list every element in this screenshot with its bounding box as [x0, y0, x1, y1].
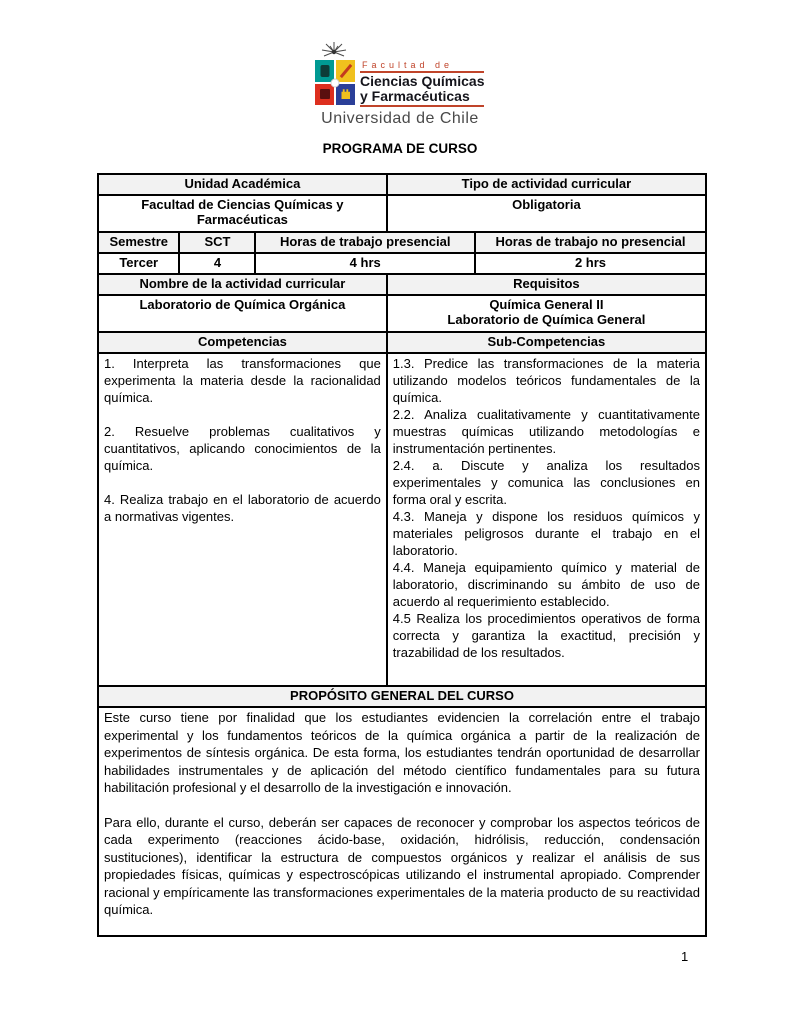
table-row: [98, 353, 706, 686]
table-row: [98, 274, 706, 295]
shield-quadrant-red: [315, 84, 334, 106]
horas-no-presencial-header: Horas de trabajo no presencial: [475, 232, 706, 253]
proposito-paragraph: Este curso tiene por finalidad que los estudiantes evidencien la correlación entre el trabajo experimental y los fundamentos teóricos de la química orgánica a partir de la realización de experimentos de síntesis orgánica. De esta forma, los estudiantes tendrán oportunidad de desarrollar habilidades instrumentales y de aplicación del método científico fundamentales para su futura habilitación profesional y el desarrollo de la investigación e innovación.: [104, 710, 700, 795]
table-row: [98, 707, 706, 936]
sub-competencia-item: 2.2. Analiza cualitativamente y cuantitativamente muestras químicas utilizando metodologías e instrumentación pertinentes.: [392, 407, 700, 456]
shield-quadrant-yellow: [336, 60, 355, 82]
semestre-value: Tercer: [98, 253, 179, 274]
semestre-header: Semestre: [98, 232, 179, 253]
logo-rule-bottom: [360, 105, 484, 107]
faculty-prefix-label: Facultad de: [362, 60, 454, 70]
sct-value: 4: [179, 253, 255, 274]
horas-presencial-value: 4 hrs: [255, 253, 474, 274]
nombre-actividad-value: Laboratorio de Química Orgánica: [98, 295, 387, 332]
sub-competencia-item: 4.4. Maneja equipamiento químico y material de laboratorio, discriminando su ámbito de uso de acuerdo al requerimiento establecido.: [392, 560, 700, 609]
unidad-academica-header: Unidad Académica: [98, 174, 387, 195]
requisito-line: Química General II: [489, 297, 604, 312]
sub-competencia-item: 2.4. a. Discute y analiza los resultados experimentales y comunica las conclusiones en forma oral y escrita.: [392, 458, 700, 507]
table-row: [98, 195, 706, 232]
sub-competencias-list: [387, 353, 706, 686]
faculty-name-line1: Ciencias Químicas: [360, 73, 485, 89]
horas-presencial-header: Horas de trabajo presencial: [255, 232, 474, 253]
faculty-name-line2: y Farmacéuticas: [360, 88, 470, 104]
competencias-list: [98, 353, 387, 686]
sub-competencia-item: 4.3. Maneja y dispone los residuos químicos y materiales peligrosos durante el trabajo en el laboratorio.: [392, 509, 700, 558]
sub-competencia-item: 4.5 Realiza los procedimientos operativos de forma correcta y garantiza la exactitud, precisión y trazabilidad de los resultados.: [392, 611, 700, 660]
competencia-item: 1. Interpreta las transformaciones que experimenta la materia desde la racionalidad química.: [104, 356, 381, 405]
page-title: PROGRAMA DE CURSO: [322, 141, 478, 156]
starburst-icon: [319, 42, 349, 62]
proposito-table: [97, 685, 707, 937]
course-program-document: [97, 173, 707, 937]
table-row: [98, 253, 706, 274]
competencia-item: 4. Realiza trabajo en el laboratorio de acuerdo a normativas vigentes.: [104, 492, 381, 524]
proposito-header: PROPÓSITO GENERAL DEL CURSO: [98, 686, 706, 707]
university-logo: [315, 44, 485, 128]
sct-header: SCT: [179, 232, 255, 253]
requisitos-value: [387, 295, 706, 332]
tipo-actividad-value: Obligatoria: [387, 195, 706, 232]
requisito-line: Laboratorio de Química General: [447, 312, 646, 327]
faculty-name-block: [360, 60, 484, 108]
nombre-actividad-header: Nombre de la actividad curricular: [98, 274, 387, 295]
unidad-academica-value: Facultad de Ciencias Químicas y Farmacéuticas: [98, 195, 387, 232]
horas-table: [97, 231, 707, 275]
table-row: [98, 332, 706, 353]
table-row: [98, 295, 706, 332]
table-row: [98, 232, 706, 253]
competencia-item: 2. Resuelve problemas cualitativos y cuantitativos, aplicando conocimientos de la química.: [104, 424, 381, 473]
tipo-actividad-header: Tipo de actividad curricular: [387, 174, 706, 195]
table-row: [98, 686, 706, 707]
university-name-label: Universidad de Chile: [321, 110, 479, 127]
page-number: 1: [681, 949, 689, 964]
shield-quadrant-blue: [336, 84, 355, 106]
requisitos-header: Requisitos: [387, 274, 706, 295]
sub-competencia-item: 1.3. Predice las transformaciones de la materia utilizando modelos teóricos fundamentales de la química.: [392, 356, 700, 405]
proposito-content: [98, 707, 706, 936]
competencias-table: [97, 273, 707, 687]
logo-row: [315, 44, 485, 108]
unidad-academica-table: [97, 173, 707, 233]
table-row: [98, 174, 706, 195]
shield-center-dot: [331, 78, 340, 87]
sub-competencias-header: Sub-Competencias: [387, 332, 706, 353]
horas-no-presencial-value: 2 hrs: [475, 253, 706, 274]
faculty-shield-icon: [315, 60, 355, 105]
competencias-header: Competencias: [98, 332, 387, 353]
proposito-paragraph: Para ello, durante el curso, deberán ser capaces de reconocer y comprobar los aspectos teóricos de cada experimento (reacciones ácido-base, oxidación, hidrólisis, reducción, condensación sustituciones), identificar la estructura de compuestos orgánicos y realizar el análisis de sus propiedades físicas, químicas y espectroscópicas utilizando el instrumental apropiado. Comprender racional y empíricamente las transformaciones experimentales de la materia producto de su reactividad química.: [104, 814, 700, 917]
